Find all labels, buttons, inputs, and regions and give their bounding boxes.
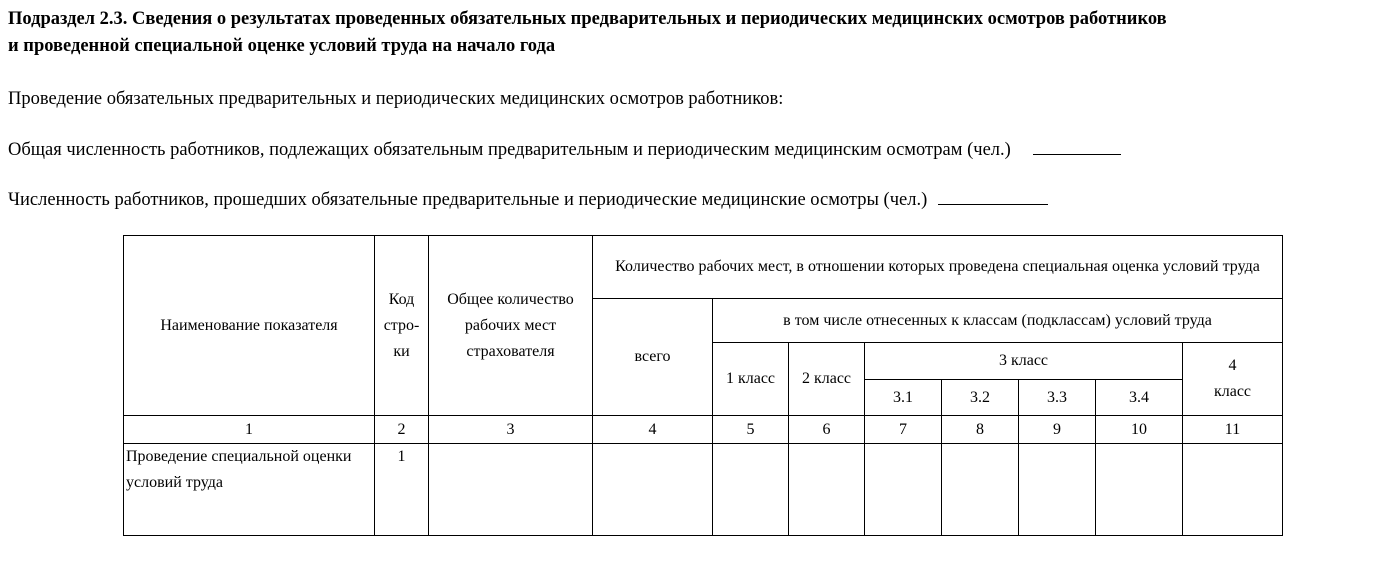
header-class-4: 4 класс <box>1183 343 1283 416</box>
section-heading-line-1: Подраздел 2.3. Сведения о результатах проведенных обязательных предварительных и периодических медицинских осмотров работников <box>8 9 1167 29</box>
header-indicator-name: Наименование показателя <box>124 236 375 416</box>
header-class-3-1: 3.1 <box>865 380 942 416</box>
column-number: 11 <box>1183 416 1283 444</box>
column-number: 8 <box>942 416 1019 444</box>
column-number: 7 <box>865 416 942 444</box>
column-number: 4 <box>593 416 713 444</box>
medical-exams-intro: Проведение обязательных предварительных и периодических медицинских осмотров работников: <box>8 89 784 109</box>
passed-count-field[interactable] <box>938 186 1048 205</box>
header-total: всего <box>593 299 713 416</box>
column-number: 9 <box>1019 416 1096 444</box>
section-heading <box>8 6 1398 60</box>
column-number: 2 <box>375 416 429 444</box>
passed-count-row <box>8 186 1048 211</box>
header-class-1: 1 класс <box>713 343 789 416</box>
header-by-class: в том числе отнесенных к классам (подклассам) условий труда <box>713 299 1283 343</box>
header-class-3: 3 класс <box>865 343 1183 380</box>
row-indicator-name: Проведение специальной оценки условий труда <box>124 444 375 536</box>
column-number: 10 <box>1096 416 1183 444</box>
cell-class-4[interactable] <box>1183 444 1283 536</box>
subject-count-row <box>8 136 1121 161</box>
header-class-3-3: 3.3 <box>1019 380 1096 416</box>
table-row <box>124 444 1283 536</box>
header-row-code: Код стро-ки <box>375 236 429 416</box>
subject-count-field[interactable] <box>1033 136 1121 155</box>
column-numbers-row <box>124 416 1283 444</box>
cell-class-3-4[interactable] <box>1096 444 1183 536</box>
header-sout-workplaces: Количество рабочих мест, в отношении которых проведена специальная оценка условий труда <box>593 236 1283 299</box>
column-number: 5 <box>713 416 789 444</box>
header-total-workplaces: Общее количество рабочих мест страхователя <box>429 236 593 416</box>
subject-count-label: Общая численность работников, подлежащих обязательным предварительным и периодическим медицинским осмотрам (чел.) <box>8 140 1011 160</box>
column-number: 6 <box>789 416 865 444</box>
cell-class-3-3[interactable] <box>1019 444 1096 536</box>
cell-total-workplaces[interactable] <box>429 444 593 536</box>
column-number: 1 <box>124 416 375 444</box>
header-class-3-4: 3.4 <box>1096 380 1183 416</box>
cell-class-1[interactable] <box>713 444 789 536</box>
passed-count-label: Численность работников, прошедших обязательные предварительные и периодические медицинские осмотры (чел.) <box>8 190 928 210</box>
header-class-2: 2 класс <box>789 343 865 416</box>
cell-class-2[interactable] <box>789 444 865 536</box>
row-code: 1 <box>375 444 429 536</box>
sout-results-table <box>123 235 1283 536</box>
section-heading-line-2: и проведенной специальной оценке условий труда на начало года <box>8 36 556 56</box>
cell-class-3-1[interactable] <box>865 444 942 536</box>
column-number: 3 <box>429 416 593 444</box>
cell-sout-total[interactable] <box>593 444 713 536</box>
cell-class-3-2[interactable] <box>942 444 1019 536</box>
header-class-3-2: 3.2 <box>942 380 1019 416</box>
